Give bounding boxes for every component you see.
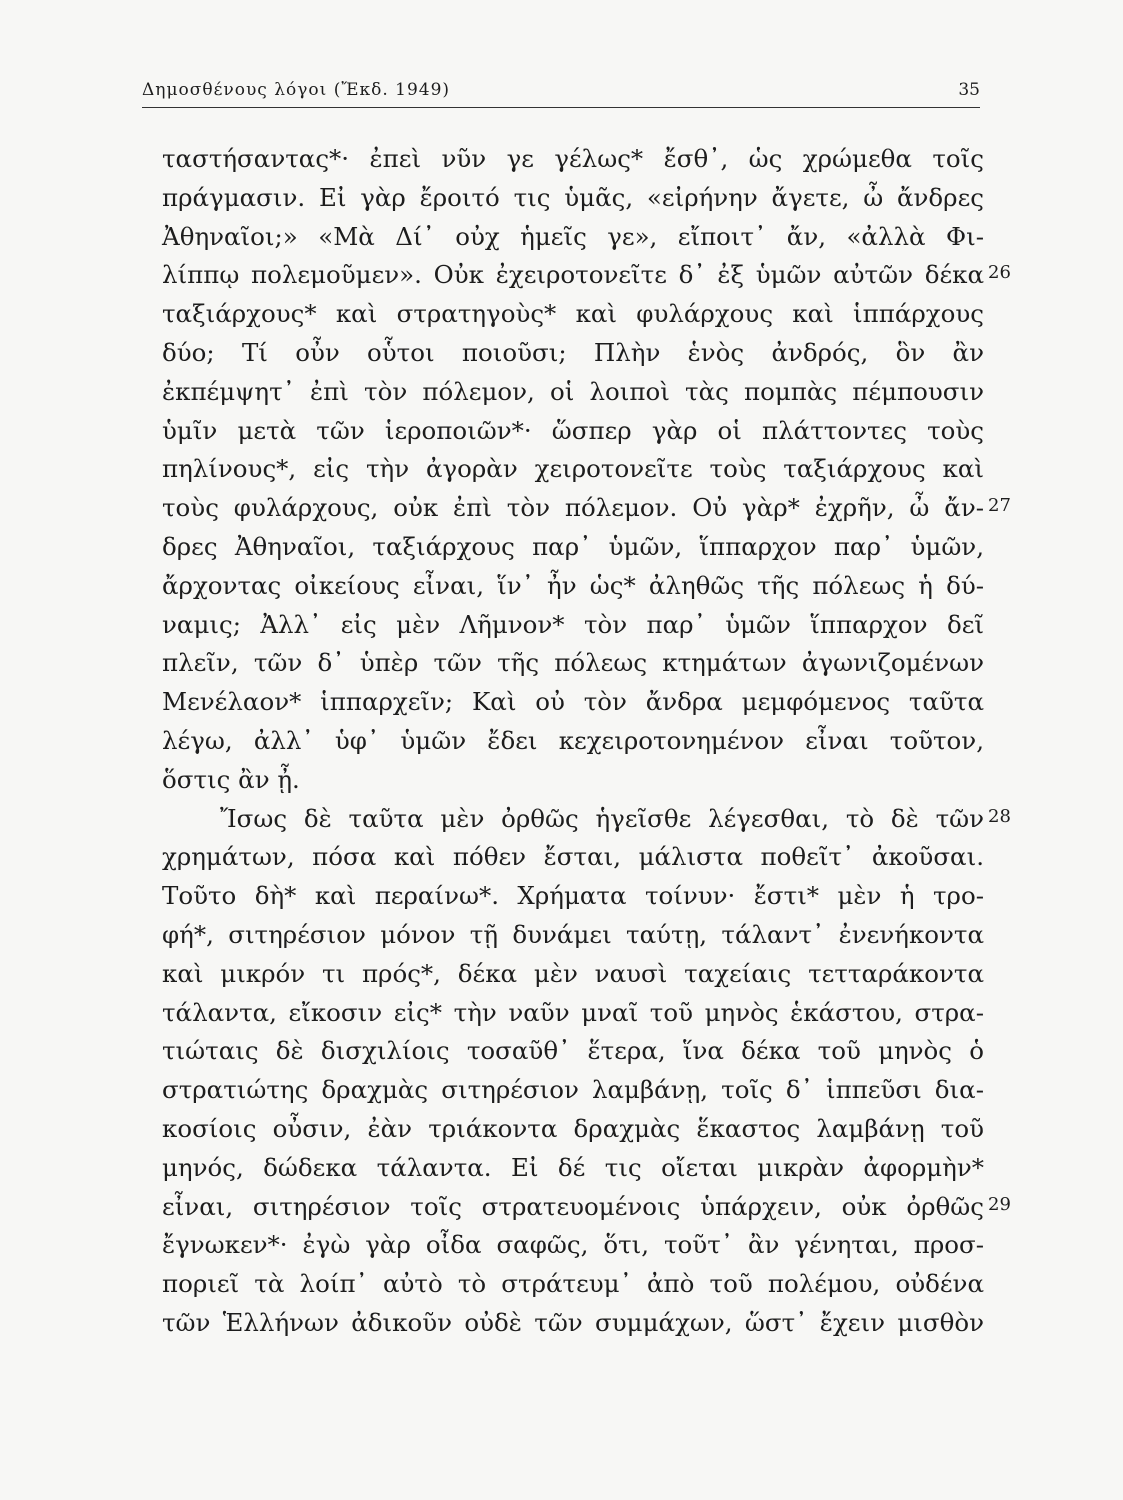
- text-line: καὶ μικρόν τι πρός*, δέκα μὲν ναυσὶ ταχείαις τετταράκοντα: [162, 958, 984, 988]
- text-line: στρατιώτης δραχμὰς σιτηρέσιον λαμβάνῃ, τοῖς δ᾽ ἱππεῦσι δια-: [162, 1075, 984, 1105]
- text-line: δρες Ἀθηναῖοι, ταξιάρχους παρ᾽ ὑμῶν, ἵππαρχον παρ᾽ ὑμῶν,: [162, 531, 984, 561]
- text-line: Ἀθηναῖοι;» «Μὰ Δί᾽ οὐχ ἡμεῖς γε», εἴποιτ᾽ ἄν, «ἀλλὰ Φι-: [162, 221, 984, 251]
- page-number: 35: [958, 80, 980, 100]
- text-line: ἐκπέμψητ᾽ ἐπὶ τὸν πόλεμον, οἱ λοιποὶ τὰς πομπὰς πέμπουσιν: [162, 376, 984, 406]
- text-line-section-26: [162, 256, 1011, 295]
- section-number: 28: [988, 805, 1011, 827]
- text-line: πηλίνους*, εἰς τὴν ἀγορὰν χειροτονεῖτε τοὺς ταξιάρχους καὶ: [162, 454, 984, 484]
- text-line: ὅστις ἂν ᾖ.: [162, 764, 300, 794]
- header-rule: [142, 107, 980, 108]
- text-line: [162, 1343, 984, 1382]
- text-line: χρημάτων, πόσα καὶ πόθεν ἔσται, μάλιστα ποθεῖτ᾽ ἀκοῦσαι.: [162, 842, 984, 872]
- text-line: ταξιάρχους* καὶ στρατηγοὺς* καὶ φυλάρχους καὶ ἱππάρχους: [162, 299, 984, 329]
- text-line: λέγω, ἀλλ᾽ ὑφ᾽ ὑμῶν ἔδει κεχειροτονημένον εἶναι τοῦτον,: [162, 725, 984, 755]
- text-line: φή*, σιτηρέσιον μόνον τῇ δυνάμει ταύτῃ, τάλαντ᾽ ἐνενήκοντα: [162, 919, 984, 949]
- text-line: ποριεῖ τὰ λοίπ᾽ αὐτὸ τὸ στράτευμ᾽ ἀπὸ τοῦ πολέμου, οὐδένα: [162, 1269, 984, 1299]
- text-line: δύο; Τί οὖν οὗτοι ποιοῦσι; Πλὴν ἑνὸς ἀνδρός, ὃν ἂν: [162, 337, 984, 367]
- section-number: 29: [988, 1193, 1011, 1215]
- text-line: κοσίοις οὖσιν, ἐὰν τριάκοντα δραχμὰς ἕκαστος λαμβάνῃ τοῦ: [162, 1113, 984, 1143]
- text-line: τοὺς φυλάρχους, οὐκ ἐπὶ τὸν πόλεμον. Οὐ γὰρ* ἐχρῆν, ὦ ἄν-: [162, 493, 984, 523]
- running-title: Δημοσθένους λόγοι (Ἔκδ. 1949): [142, 80, 451, 100]
- text-line: ἄρχοντας οἰκείους εἶναι, ἵν᾽ ἦν ὡς* ἀληθῶς τῆς πόλεως ἡ δύ-: [162, 570, 984, 600]
- text-line: Ἴσως δὲ ταῦτα μὲν ὀρθῶς ἡγεῖσθε λέγεσθαι, τὸ δὲ τῶν: [220, 803, 984, 833]
- text-line: εἶναι, σιτηρέσιον τοῖς στρατευομένοις ὑπάρχειν, οὐκ ὀρθῶς: [162, 1191, 984, 1221]
- text-line: τιώταις δὲ δισχιλίοις τοσαῦθ᾽ ἕτερα, ἵνα δέκα τοῦ μηνὸς ὁ: [162, 1036, 984, 1066]
- text-line: πράγμασιν. Εἰ γὰρ ἔροιτό τις ὑμᾶς, «εἰρήνην ἄγετε, ὦ ἄνδρες: [162, 182, 984, 212]
- text-line: ἔγνωκεν*· ἐγὼ γὰρ οἶδα σαφῶς, ὅτι, τοῦτ᾽ ἂν γένηται, προσ-: [162, 1230, 984, 1260]
- running-header: [142, 72, 980, 108]
- text-line-section-28: [162, 800, 1011, 839]
- text-line-section-27: [162, 489, 1011, 528]
- text-line: ναμις; Ἀλλ᾽ εἰς μὲν Λῆμνον* τὸν παρ᾽ ὑμῶν ἵππαρχον δεῖ: [162, 609, 984, 639]
- text-line: πλεῖν, τῶν δ᾽ ὑπὲρ τῶν τῆς πόλεως κτημάτων ἀγωνιζομένων: [162, 648, 984, 678]
- text-line: ταστήσαντας*· ἐπεὶ νῦν γε γέλως* ἔσθ᾽, ὡς χρώμεθα τοῖς: [162, 144, 984, 173]
- text-line: τάλαντα, εἴκοσιν εἰς* τὴν ναῦν μναῖ τοῦ μηνὸς ἑκάστου, στρα-: [162, 997, 984, 1027]
- text-line-section-29: [162, 1188, 1011, 1227]
- text-line: λίππῳ πολεμοῦμεν». Οὐκ ἐχειροτονεῖτε δ᾽ ἐξ ὑμῶν αὐτῶν δέκα: [162, 260, 984, 290]
- section-number: 27: [988, 495, 1011, 517]
- text-line: μηνός, δώδεκα τάλαντα. Εἰ δέ τις οἴεται μικρὰν ἀφορμὴν*: [162, 1152, 984, 1182]
- text-line: ὑμῖν μετὰ τῶν ἱεροποιῶν*· ὥσπερ γὰρ οἱ πλάττοντες τοὺς: [162, 415, 984, 445]
- text-line: τῶν Ἑλλήνων ἀδικοῦν οὐδὲ τῶν συμμάχων, ὥστ᾽ ἔχειν μισθὸν: [162, 1307, 984, 1337]
- section-number: 26: [988, 262, 1011, 284]
- text-line: Μενέλαον* ἱππαρχεῖν; Καὶ οὐ τὸν ἄνδρα μεμφόμενος ταῦτα: [162, 687, 984, 717]
- body-text: [162, 140, 1011, 1382]
- text-line: Τοῦτο δὴ* καὶ περαίνω*. Χρήματα τοίνυν· ἔστι* μὲν ἡ τρο-: [162, 881, 984, 911]
